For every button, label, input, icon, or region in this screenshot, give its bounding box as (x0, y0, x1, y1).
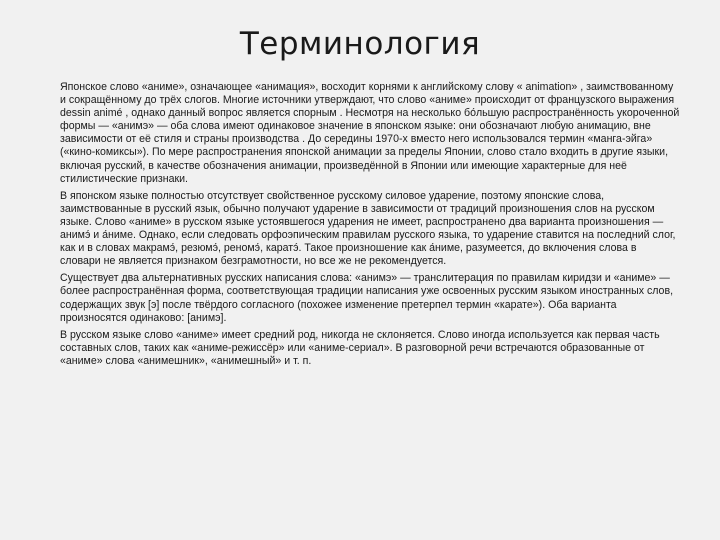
paragraph-etymology: Японское слово «аниме», означающее «анимация», восходит корнями к английскому слову « animation» , заимствованному и сокращённому до трёх слогов. Многие источники утверждают, что слово «аниме» происходит от французского выражения dessin animé , однако данный вопрос является спорным . Несмотря на несколько бо́льшую распространённость укороченной формы — «анимэ» — оба слова имеют одинаковое значение в японском языке: они обозначают любую анимацию, вне зависимости от её стиля и страны производства . До середины 1970-х вместо него использовался термин «манга-эйга» («кино-комиксы»). По мере распространения японской анимации за пределы Японии, слово стало входить в другие языки, включая русский, в качестве обозначения анимации, произведённой в Японии или имеющие характерные для неё стилистические признаки. (60, 81, 680, 185)
slide-body (60, 81, 680, 368)
paragraph-gender: В русском языке слово «аниме» имеет средний род, никогда не склоняется. Слово иногда используется как первая часть составных слов, таких как «аниме-режиссёр» или «аниме-сериал». В разговорной речи встречаются образованные от «аниме» слова «анимешник», «анимешный» и т. п. (60, 328, 660, 367)
paragraph-stress: В японском языке полностью отсутствует свойственное русскому силовое ударение, поэтому японские слова, заимствованные в русский язык, обычно получают ударение в зависимости от традиций произношения слов на русском языке. Слово «аниме» в русском языке устоявшегося ударения не имеет, распространено два варианта произношения — анимэ́ и а́ниме. Однако, если следовать орфоэпическим правилам русского языка, то ударение ставится на последний слог, как и в словах макрамэ́, резюмэ́, реномэ́, каратэ́. Такое произношение как а́ниме, разумеется, до включения слова в словари не является признаком безграмотности, но все же не рекомендуется. (60, 189, 676, 268)
paragraph-spelling: Существует два альтернативных русских написания слова: «анимэ» — транслитерация по правилам киридзи и «аниме» — более распространённая форма, соответствующая традиции написания уже освоенных русским языком иностранных слов, содержащих звук [э] после твёрдого согласного (похожее изменение претерпел термин «карате»). Оба варианта произносятся одинаково: [анимэ]. (60, 272, 674, 324)
slide-title: Терминология (239, 26, 481, 62)
